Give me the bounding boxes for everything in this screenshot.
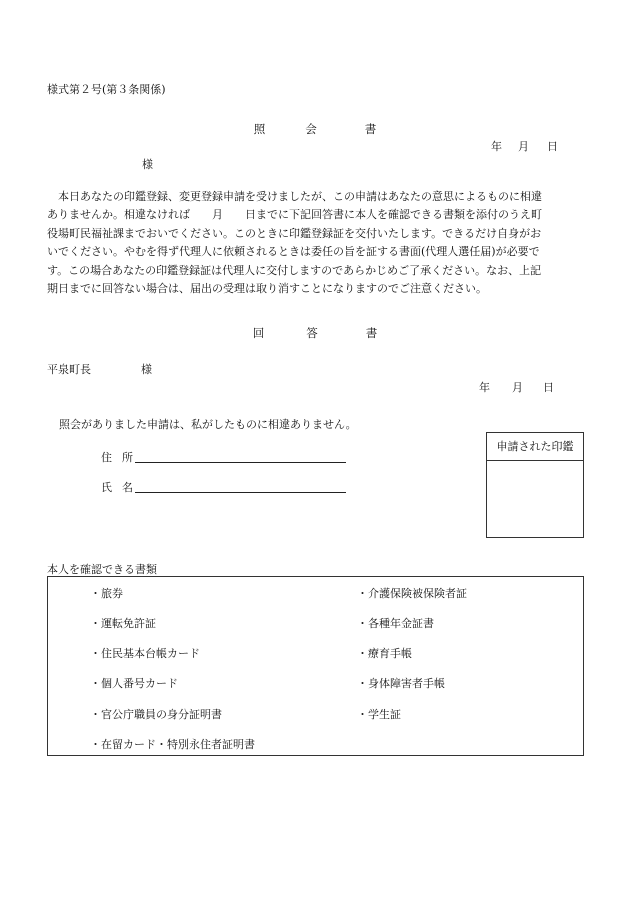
inquiry-date-day: 日 — [547, 140, 558, 153]
inquiry-date — [491, 138, 558, 154]
name-label-char-2: 名 — [122, 481, 133, 494]
address-label-char-1: 住 — [101, 451, 112, 464]
inquiry-title-char-2: 会 — [305, 122, 317, 136]
inquiry-body-line: いでください。やむを得ず代理人に依頼されるときは委任の旨を証する書面(代理人選任届)が必要で — [47, 245, 540, 259]
id-doc-item: ・官公庁職員の身分証明書 — [90, 708, 222, 721]
confirm-statement: 照会がありました申請は、私がしたものに相違ありません。 — [59, 418, 357, 431]
answer-date-day: 日 — [543, 381, 554, 394]
inquiry-addressee: 様 — [142, 158, 153, 171]
id-doc-item: ・身体障害者手帳 — [357, 677, 445, 690]
inquiry-body-line: ありませんか。相違なければ 月 日までに下記回答書に本人を確認できる書類を添付のうえ町 — [47, 208, 542, 222]
id-doc-item: ・住民基本台帳カード — [90, 647, 200, 660]
inquiry-body — [47, 188, 579, 298]
inquiry-body-line: 本日あなたの印鑑登録、変更登録申請を受けましたが、この申請はあなたの意思によるものに相違 — [47, 190, 542, 203]
id-doc-item: ・運転免許証 — [90, 617, 156, 630]
id-doc-item: ・個人番号カード — [90, 677, 178, 690]
id-doc-item: ・療育手帳 — [357, 647, 412, 660]
answer-date — [479, 379, 554, 395]
inquiry-title-char-3: 書 — [364, 122, 377, 136]
inquiry-date-year: 年 — [491, 140, 502, 153]
answer-date-month: 月 — [512, 381, 523, 394]
inquiry-body-line: す。この場合あなたの印鑑登録証は代理人に交付しますのであらかじめご了承ください。なお、上記 — [47, 263, 542, 277]
inquiry-body-line: 役場町民福祉課までおいでください。このときに印鑑登録証を交付いたします。できるだけ自身がお — [47, 226, 542, 240]
name-field-line[interactable] — [135, 492, 346, 493]
answer-title — [0, 325, 630, 341]
address-label — [101, 449, 133, 465]
id-doc-item: ・旅券 — [90, 587, 123, 600]
id-doc-item: ・在留カード・特別永住者証明書 — [90, 738, 255, 751]
id-doc-item: ・各種年金証書 — [357, 617, 434, 630]
address-field-line[interactable] — [135, 462, 346, 463]
address-label-char-2: 所 — [122, 451, 133, 464]
name-label — [101, 479, 133, 495]
seal-box-label: 申請された印鑑 — [487, 433, 583, 461]
inquiry-body-line: 期日までに回答ない場合は、届出の受理は取り消すことになりますのでご注意ください。 — [47, 282, 487, 296]
answer-addressee — [47, 361, 152, 377]
mayor-title: 平泉町長 — [47, 363, 91, 376]
id-documents-box — [47, 576, 584, 756]
inquiry-date-month: 月 — [518, 140, 529, 153]
inquiry-title-char-1: 照 — [253, 122, 266, 136]
id-doc-item: ・学生証 — [357, 708, 401, 721]
inquiry-title — [0, 121, 630, 137]
answer-date-year: 年 — [479, 381, 490, 394]
name-label-char-1: 氏 — [101, 481, 112, 494]
answer-title-char-1: 回 — [252, 326, 265, 340]
id-doc-item: ・介護保険被保険者証 — [357, 587, 467, 600]
id-documents-heading: 本人を確認できる書類 — [47, 563, 157, 576]
answer-addressee-suffix: 様 — [141, 363, 152, 376]
form-number: 様式第２号(第３条関係) — [47, 83, 166, 96]
seal-box — [486, 432, 584, 538]
answer-title-char-3: 書 — [365, 326, 378, 340]
answer-title-char-2: 答 — [306, 326, 318, 340]
